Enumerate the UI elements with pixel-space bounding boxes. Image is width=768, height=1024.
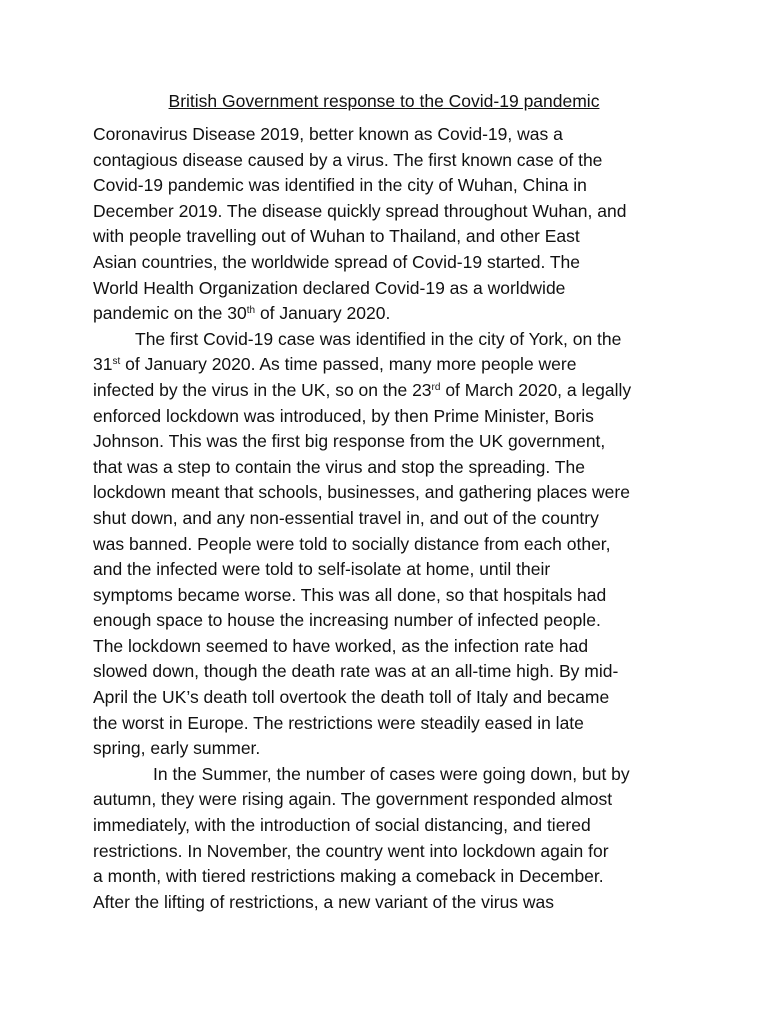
- body-line: [93, 301, 693, 327]
- body-line: restrictions. In November, the country went into lockdown again for: [93, 840, 609, 861]
- body-line: a month, with tiered restrictions making a comeback in December.: [93, 866, 604, 887]
- body-line: December 2019. The disease quickly spread throughout Wuhan, and: [93, 200, 627, 221]
- body-line: The first Covid-19 case was identified in the city of York, on the: [135, 328, 622, 349]
- body-line: Johnson. This was the first big response from the UK government,: [93, 431, 606, 452]
- line-text: of January 2020.: [255, 303, 391, 324]
- body-line: enforced lockdown was introduced, by then Prime Minister, Boris: [93, 405, 594, 426]
- body-line: April the UK’s death toll overtook the death toll of Italy and became: [93, 687, 610, 708]
- line-text: of March 2020, a legally: [440, 379, 632, 400]
- ordinal-superscript: th: [246, 305, 256, 317]
- body-line: [93, 352, 693, 378]
- ordinal-superscript: rd: [431, 381, 441, 393]
- line-text: infected by the virus in the UK, so on the 23: [93, 379, 432, 400]
- body-line: the worst in Europe. The restrictions were steadily eased in late: [93, 712, 584, 733]
- line-text: pandemic on the 30: [93, 303, 247, 324]
- line-text: 31: [93, 354, 113, 375]
- body-line: World Health Organization declared Covid-19 as a worldwide: [93, 277, 566, 298]
- body-line: symptoms became worse. This was all done, so that hospitals had: [93, 584, 607, 605]
- body-line: shut down, and any non-essential travel in, and out of the country: [93, 507, 599, 528]
- body-line: spring, early summer.: [93, 738, 261, 759]
- body-line: enough space to house the increasing number of infected people.: [93, 610, 601, 631]
- body-line: Asian countries, the worldwide spread of Covid-19 started. The: [93, 251, 581, 272]
- body-line: was banned. People were told to socially distance from each other,: [93, 533, 611, 554]
- body-line: [93, 378, 693, 404]
- body-line: Coronavirus Disease 2019, better known as Covid-19, was a: [93, 124, 563, 144]
- body-line: immediately, with the introduction of social distancing, and tiered: [93, 815, 591, 836]
- body-line: Covid-19 pandemic was identified in the city of Wuhan, China in: [93, 175, 587, 196]
- body-line: that was a step to contain the virus and stop the spreading. The: [93, 456, 585, 477]
- line-text: of January 2020. As time passed, many more people were: [120, 354, 577, 375]
- body-line: After the lifting of restrictions, a new variant of the virus was: [93, 891, 555, 912]
- body-line: autumn, they were rising again. The government responded almost: [93, 789, 613, 810]
- document-body: [93, 122, 693, 915]
- body-line: In the Summer, the number of cases were going down, but by: [153, 763, 630, 784]
- body-line: contagious disease caused by a virus. The first known case of the: [93, 149, 603, 170]
- body-line: slowed down, though the death rate was at an all-time high. By mid-: [93, 661, 619, 682]
- body-line: The lockdown seemed to have worked, as the infection rate had: [93, 635, 589, 656]
- body-line: lockdown meant that schools, businesses, and gathering places were: [93, 482, 630, 503]
- body-line: and the infected were told to self-isolate at home, until their: [93, 559, 551, 580]
- document-title: British Government response to the Covid-19 pandemic: [168, 91, 600, 111]
- ordinal-superscript: st: [112, 356, 121, 368]
- body-line: with people travelling out of Wuhan to Thailand, and other East: [93, 226, 580, 247]
